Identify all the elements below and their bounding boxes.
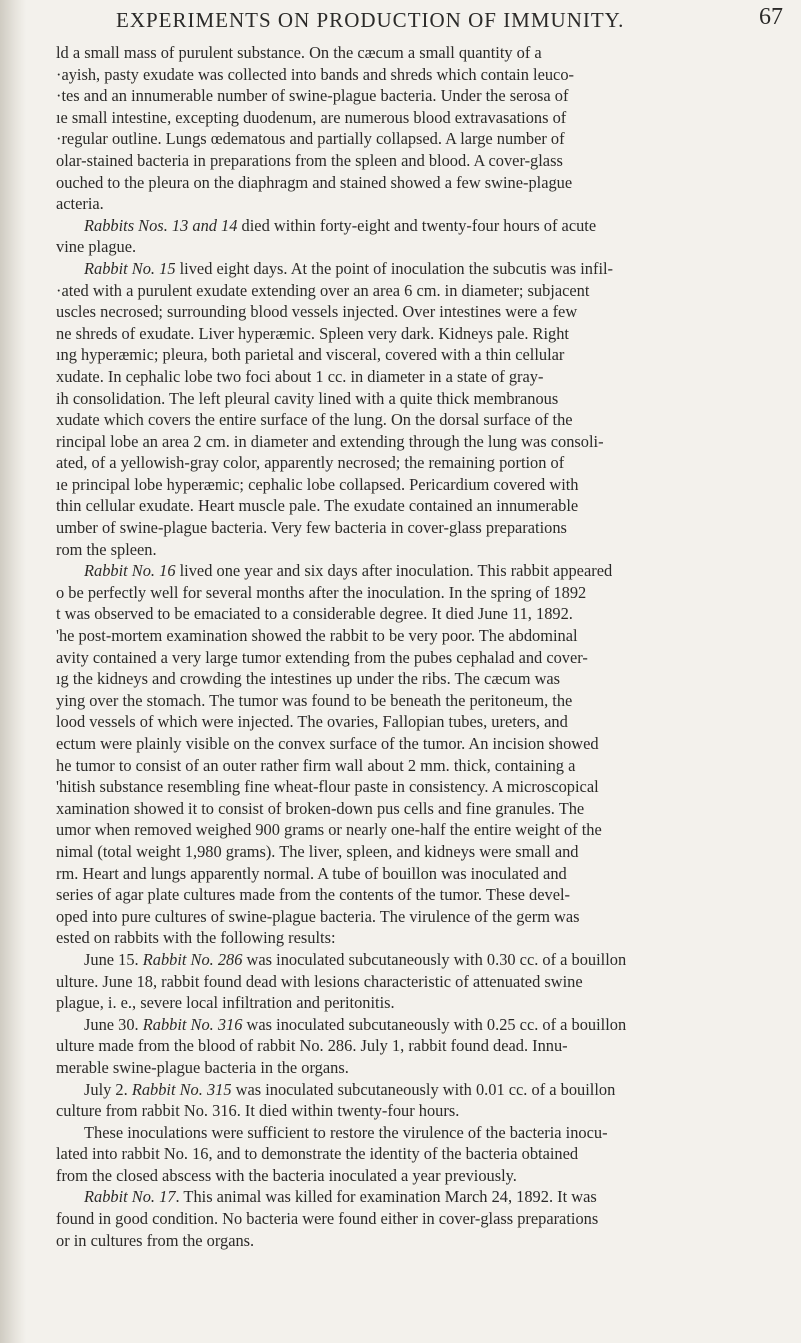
line-text: olar-stained bacteria in preparations from the spleen and blood. A cover-glass <box>56 150 563 170</box>
line-text: ouched to the pleura on the diaphragm and stained showed a few swine-plague <box>56 172 573 192</box>
text-line <box>56 863 785 885</box>
line-text: ested on rabbits with the following results: <box>56 928 336 948</box>
line-text: t was observed to be emaciated to a considerable degree. It died June 11, 1892. <box>56 604 573 624</box>
line-text: ıng hyperæmic; pleura, both parietal and visceral, covered with a thin cellular <box>56 345 565 365</box>
line-text: lated into rabbit No. 16, and to demonstrate the identity of the bacteria obtained <box>56 1144 579 1164</box>
line-text: ectum were plainly visible on the convex surface of the tumor. An incision showed <box>56 734 599 753</box>
text-line <box>56 1035 785 1057</box>
line-text: avity contained a very large tumor extending from the pubes cephalad and cover- <box>56 647 588 667</box>
text-line <box>56 236 785 258</box>
text-line <box>56 431 785 453</box>
line-text: xamination showed it to consist of broken-down pus cells and fine granules. The <box>56 798 585 818</box>
text-line <box>56 193 785 215</box>
text-line <box>56 560 785 582</box>
line-text: . This animal was killed for examination March 24, 1892. It was <box>175 1187 597 1207</box>
text-line <box>56 1079 785 1101</box>
text-line <box>56 690 785 712</box>
text-line <box>56 603 785 625</box>
line-text: ıg the kidneys and crowding the intestines up under the ribs. The cæcum was <box>56 669 561 689</box>
line-text: ·ated with a purulent exudate extending over an area 6 cm. in diameter; subjacent <box>56 280 590 300</box>
text-line <box>56 344 785 366</box>
line-text: 'he post-mortem examination showed the rabbit to be very poor. The abdominal <box>56 626 578 646</box>
line-text: nimal (total weight 1,980 grams). The liver, spleen, and kidneys were small and <box>56 841 579 861</box>
text-line <box>56 258 785 280</box>
text-line <box>56 128 785 150</box>
text-line <box>56 733 785 755</box>
text-line <box>56 1186 785 1208</box>
line-text: ulture made from the blood of rabbit No. 286. July 1, rabbit found dead. Innu- <box>56 1036 568 1056</box>
text-line <box>56 388 785 410</box>
subject-label: Rabbit No. 16 <box>84 561 176 581</box>
text-line <box>56 841 785 863</box>
text-line <box>56 1122 785 1144</box>
text-line <box>56 1208 785 1230</box>
subject-label: Rabbit No. 17 <box>84 1187 176 1207</box>
text-line <box>56 884 785 906</box>
text-line <box>56 1100 785 1122</box>
text-line <box>56 906 785 928</box>
line-text: ying over the stomach. The tumor was found to be beneath the peritoneum, the <box>56 690 573 710</box>
text-line <box>56 150 785 172</box>
text-line <box>56 280 785 302</box>
text-line <box>56 517 785 539</box>
subject-label: Rabbit No. 315 <box>131 1079 232 1099</box>
subject-label: Rabbits Nos. 13 and 14 <box>84 215 238 235</box>
text-line <box>56 949 785 971</box>
line-text: from the closed abscess with the bacteria inoculated a year previously. <box>56 1165 517 1185</box>
line-text: died within forty-eight and twenty-four hours of acute <box>237 215 597 235</box>
line-text: was inoculated subcutaneously with 0.25 cc. of a bouillon <box>242 1014 627 1034</box>
subject-label: Rabbit No. 316 <box>142 1014 243 1034</box>
text-line <box>56 495 785 517</box>
text-line <box>56 776 785 798</box>
line-text: ih consolidation. The left pleural cavity lined with a quite thick membranous <box>56 388 559 408</box>
text-line <box>56 64 785 86</box>
line-text: series of agar plate cultures made from the contents of the tumor. These devel- <box>56 885 570 905</box>
line-text: acteria. <box>56 194 104 214</box>
text-line <box>56 927 785 949</box>
line-text: ated, of a yellowish-gray color, apparently necrosed; the remaining portion of <box>56 453 565 473</box>
line-text: culture from rabbit No. 316. It died within twenty-four hours. <box>56 1101 460 1121</box>
line-text: uscles necrosed; surrounding blood vessels injected. Over intestines were a few <box>56 302 578 322</box>
line-text: ıe small intestine, excepting duodenum, are numerous blood extravasations of <box>56 107 567 127</box>
text-line <box>56 1230 785 1252</box>
line-text: xudate which covers the entire surface of the lung. On the dorsal surface of the <box>56 410 573 430</box>
body-text <box>56 42 785 1251</box>
line-text: lood vessels of which were injected. The ovaries, Fallopian tubes, ureters, and <box>56 712 568 732</box>
line-text: found in good condition. No bacteria were found either in cover-glass preparations <box>56 1209 599 1229</box>
line-text: rincipal lobe an area 2 cm. in diameter and extending through the lung was consoli- <box>56 431 604 451</box>
line-text: ·tes and an innumerable number of swine-plague bacteria. Under the serosa of <box>56 86 569 106</box>
text-line <box>56 992 785 1014</box>
line-text: or in cultures from the organs. <box>56 1230 255 1250</box>
text-line <box>56 107 785 129</box>
line-text: merable swine-plague bacteria in the organs. <box>56 1057 349 1077</box>
text-line <box>56 452 785 474</box>
line-text: he tumor to consist of an outer rather firm wall about 2 mm. thick, containing a <box>56 755 576 775</box>
text-line <box>56 366 785 388</box>
text-line <box>56 647 785 669</box>
running-head: EXPERIMENTS ON PRODUCTION OF IMMUNITY. <box>116 8 625 32</box>
text-line <box>56 85 785 107</box>
line-text: was inoculated subcutaneously with 0.01 cc. of a bouillon <box>231 1079 616 1099</box>
text-line <box>56 1143 785 1165</box>
text-line <box>56 711 785 733</box>
line-text: thin cellular exudate. Heart muscle pale. The exudate contained an innumerable <box>56 496 579 516</box>
text-line <box>56 755 785 777</box>
text-line <box>56 1165 785 1187</box>
text-line <box>56 301 785 323</box>
line-text: 'hitish substance resembling fine wheat-flour paste in consistency. A microscopical <box>56 777 599 797</box>
subject-label: Rabbit No. 15 <box>84 258 176 278</box>
line-text: ld a small mass of purulent substance. On the cæcum a small quantity of a <box>56 43 542 62</box>
subject-label: Rabbit No. 286 <box>142 949 243 969</box>
text-line <box>56 1057 785 1079</box>
text-line <box>56 474 785 496</box>
line-text: o be perfectly well for several months after the inoculation. In the spring of 1892 <box>56 582 587 602</box>
line-text: vine plague. <box>56 237 137 257</box>
line-text: was inoculated subcutaneously with 0.30 cc. of a bouillon <box>242 949 627 969</box>
page-header <box>60 4 783 38</box>
line-text: plague, i. e., severe local infiltration and peritonitis. <box>56 993 395 1013</box>
line-text: June 30. <box>84 1014 143 1034</box>
text-line <box>56 539 785 561</box>
line-text: rom the spleen. <box>56 539 157 559</box>
line-text: xudate. In cephalic lobe two foci about 1 cc. in diameter in a state of gray- <box>56 366 544 386</box>
text-line <box>56 42 785 64</box>
text-line <box>56 409 785 431</box>
line-text: ulture. June 18, rabbit found dead with lesions characteristic of attenuated swine <box>56 971 583 991</box>
text-line <box>56 625 785 647</box>
page-number: 67 <box>759 4 783 30</box>
text-line <box>56 668 785 690</box>
text-line <box>56 323 785 345</box>
text-line <box>56 1014 785 1036</box>
text-line <box>56 798 785 820</box>
line-text: These inoculations were sufficient to restore the virulence of the bacteria inocu- <box>84 1122 608 1142</box>
line-text: ·regular outline. Lungs œdematous and partially collapsed. A large number of <box>56 129 565 149</box>
book-gutter-shadow <box>0 0 26 1343</box>
line-text: oped into pure cultures of swine-plague bacteria. The virulence of the germ was <box>56 906 580 926</box>
line-text: ıe principal lobe hyperæmic; cephalic lobe collapsed. Pericardium covered with <box>56 474 579 494</box>
line-text: umber of swine-plague bacteria. Very few bacteria in cover-glass preparations <box>56 518 567 538</box>
line-text: lived eight days. At the point of inoculation the subcutis was infil- <box>175 258 614 278</box>
text-line <box>56 172 785 194</box>
text-line <box>56 215 785 237</box>
line-text: ·ayish, pasty exudate was collected into bands and shreds which contain leuco- <box>56 64 574 84</box>
line-text: rm. Heart and lungs apparently normal. A tube of bouillon was inoculated and <box>56 863 567 883</box>
text-line <box>56 819 785 841</box>
line-text: July 2. <box>84 1079 132 1099</box>
line-text: umor when removed weighed 900 grams or nearly one-half the entire weight of the <box>56 820 602 840</box>
line-text: June 15. <box>84 949 143 969</box>
text-line <box>56 971 785 993</box>
line-text: lived one year and six days after inoculation. This rabbit appeared <box>175 561 613 581</box>
line-text: ne shreds of exudate. Liver hyperæmic. Spleen very dark. Kidneys pale. Right <box>56 323 569 343</box>
text-line <box>56 582 785 604</box>
